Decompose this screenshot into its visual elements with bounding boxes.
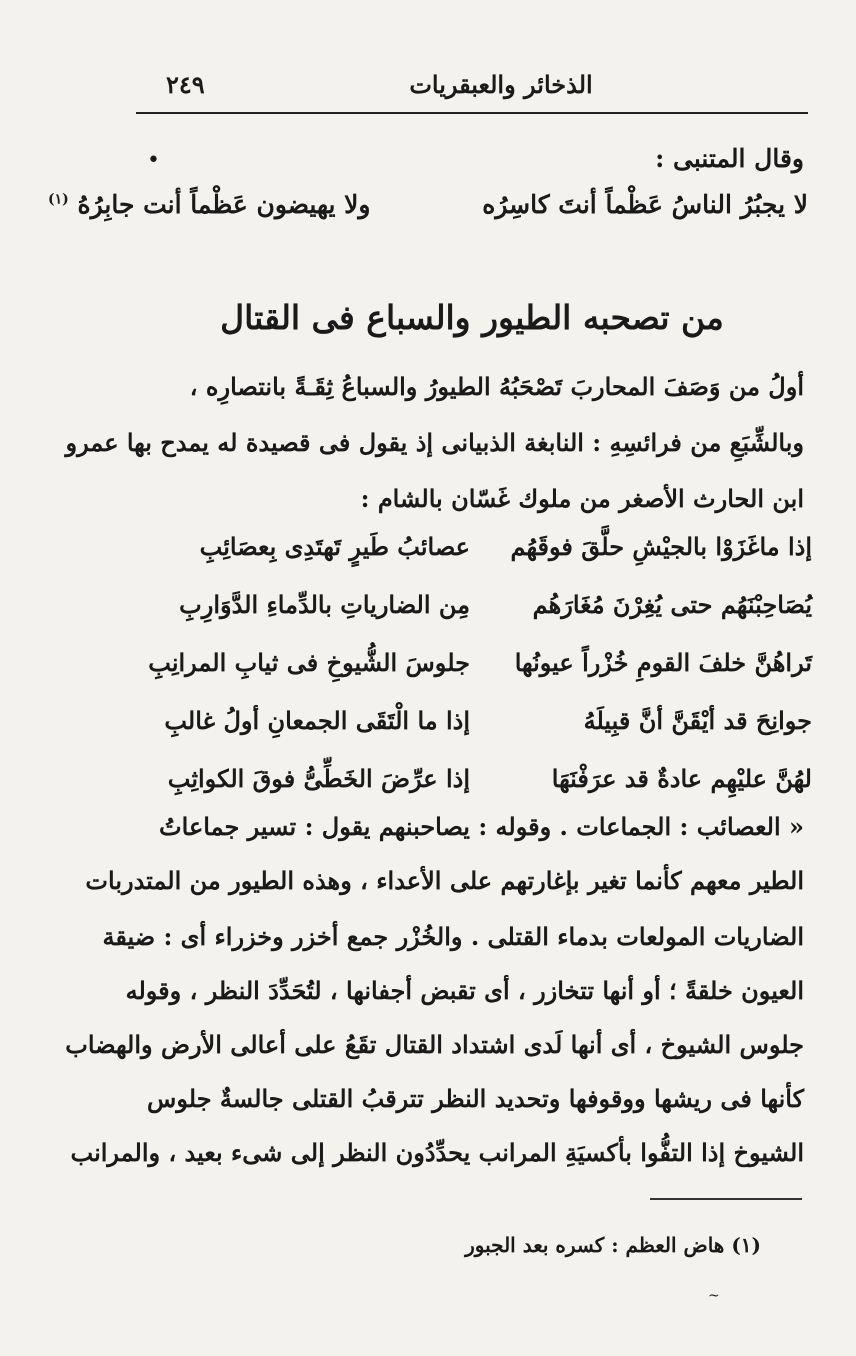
poem-first-hemistich: إذا ماغَزَوْا بالجيْشِ حلَّقَ فوقَهُم: [510, 532, 812, 561]
commentary-line: كأنها فى ريشها ووقوفها وتحديد النظر تترقبُ القتلى جالسةٌ جلوس: [147, 1084, 804, 1113]
verse-second-hemistich: [48, 190, 371, 219]
commentary-line: الطير معهم كأنما تغير بإغارتهم على الأعداء ، وهذه الطيور من المتدربات: [85, 866, 804, 895]
poem-second-hemistich: إذا ما الْتَقَى الجمعانِ أولُ غالبِ: [164, 706, 470, 735]
commentary-line: « العصائب : الجماعات . وقوله : يصاحبنهم يقول : تسير جماعاتُ: [159, 812, 804, 841]
poem-verse: [148, 648, 812, 706]
commentary-line: الشيوخ إذا التفُّوا بأكسيَةِ المرانب يحدِّدُون النظر إلى شىء بعيد ، والمرانب: [70, 1138, 804, 1167]
paragraph-line: وبالشِّبَعِ من فرائسِهِ : النابغة الذبيانى إذ يقول فى قصيدة له يمدح بها عمرو: [65, 428, 804, 457]
page-header: [136, 66, 808, 110]
footnote-marker: (١): [48, 191, 69, 208]
poem-verse: [160, 706, 812, 764]
footnote-rule: [650, 1198, 802, 1200]
commentary-line: الضاريات المولعات بدماء القتلى . والخُزْر جمع أخزر وخزراء أى : ضيقة: [102, 922, 804, 951]
header-rule: [136, 112, 808, 114]
running-title: الذخائر والعبقريات: [409, 70, 593, 99]
poem-first-hemistich: جوانِحَ قد أيْقَنَّ أنَّ قبِيلَهُ: [583, 706, 812, 735]
verse-second-text: ولا يهيضون عَظْماً أنت جابِرُهُ: [77, 190, 371, 219]
poem-verse: [160, 590, 812, 648]
section-heading: من تصحبه الطيور والسباع فى القتال: [220, 298, 724, 337]
poem-second-hemistich: مِن الضارياتِ بالدِّماءِ الدَّوَارِبِ: [179, 590, 470, 619]
poem-second-hemistich: جلوسَ الشُّيوخِ فى ثيابِ المرانِبِ: [148, 648, 470, 677]
poem-first-hemistich: لهُنَّ عليْهِم عادةٌ قد عرَفْنَهَا: [551, 764, 812, 793]
poem-second-hemistich: إذا عرِّضَ الخَطِّىُّ فوقَ الكواثِبِ: [167, 764, 470, 793]
page-number: ٢٤٩: [166, 70, 205, 99]
poem-second-hemistich: عصائبُ طَيرٍ تَهتَدِى بِعصَائِبِ: [199, 532, 470, 561]
intro-line: وقال المتنبى :: [655, 144, 804, 173]
paragraph-line: أولُ من وَصَفَ المحاربَ تَصْحَبُهُ الطيورُ والسباعُ ثِقَـةً بانتصارِه ،: [189, 372, 804, 401]
poem: [148, 532, 812, 822]
poem-first-hemistich: تَراهُنَّ خلفَ القومِ خُزْراً عيونُها: [514, 648, 812, 677]
commentary-line: العيون خلقةً ؛ أو أنها تتخازر ، أى تقبض أجفانها ، لتُحَدِّدَ النظر ، وقوله: [125, 976, 804, 1005]
stray-dot: •: [147, 148, 160, 173]
intro-verse: [48, 190, 808, 238]
poem-verse: [160, 532, 812, 590]
verse-first-hemistich: لا يجبُرُ الناسُ عَظْماً أنتَ كاسِرُه: [482, 190, 808, 219]
poem-first-hemistich: يُصَاحِبْنَهُم حتى يُغِرْنَ مُغَارَهُم: [532, 590, 812, 619]
footnote: (١) هاض العظم : كسره بعد الجبور: [465, 1233, 761, 1257]
paragraph-line: ابن الحارث الأصغر من ملوك غَسّان بالشام :: [360, 484, 804, 513]
commentary-line: جلوس الشيوخ ، أى أنها لَدى اشتداد القتال تقَعُ على أعالى الأرض والهضاب: [65, 1030, 804, 1059]
stray-mark: ~: [708, 1288, 720, 1304]
